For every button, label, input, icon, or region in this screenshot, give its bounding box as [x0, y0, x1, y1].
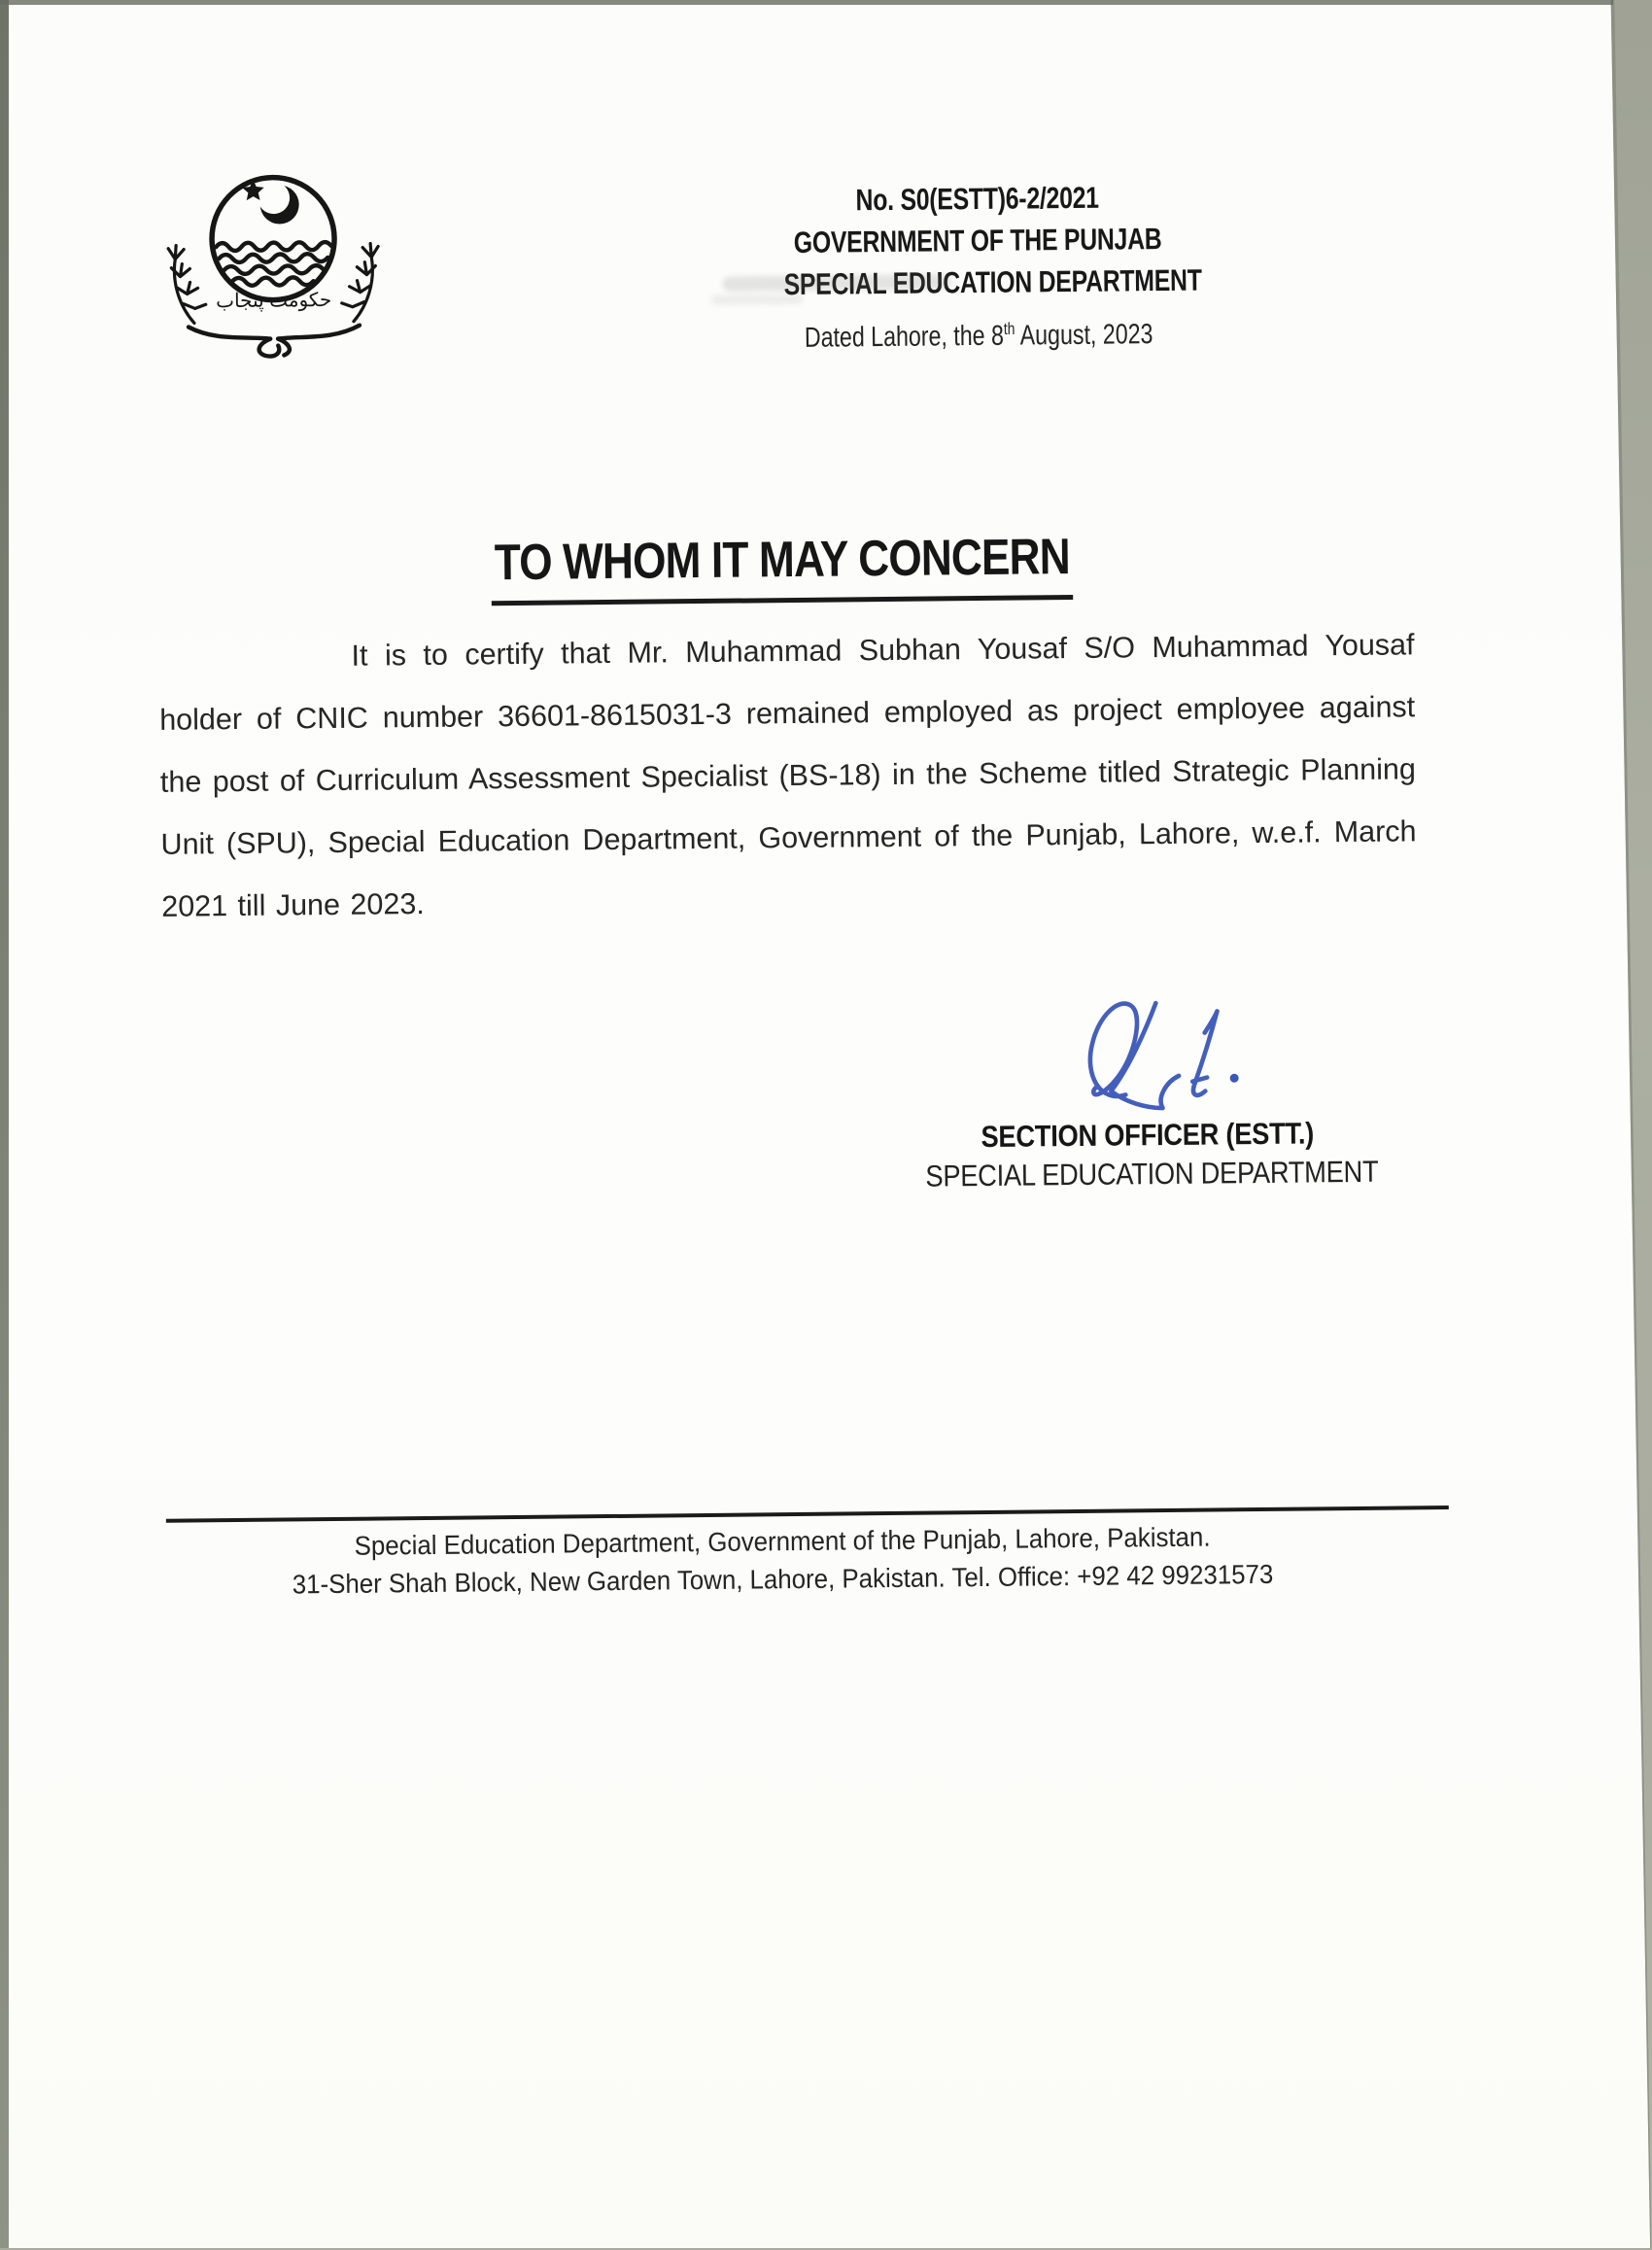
river-waves-icon [216, 242, 331, 286]
date-suffix: August, 2023 [1015, 319, 1153, 352]
date-prefix: Dated Lahore, the 8 [804, 320, 1005, 354]
wheat-stalk-icon [168, 245, 206, 323]
letterhead [782, 176, 1202, 355]
certificate-paragraph: It is to certify that Mr. Muhammad Subhan Yousaf S/O Muhammad Yousaf holder of CNIC number 36601-8615031-3 remained employed as project employee against the post of Curriculum Assessment Specialist (BS-18) in the Scheme titled Strategic Planning Unit (SPU), Special Education Department, Government of the Punjab, Lahore, w.e.f. March 2021 till June 2023. [159, 628, 1417, 923]
scan-bleed-artifact [722, 274, 950, 291]
footer-line-2: 31-Sher Shah Block, New Garden Town, Lahore, Pakistan. Tel. Office: +92 42 99231573 [292, 1558, 1274, 1600]
logo-urdu-text: حکومت پنجاب [216, 289, 332, 313]
document-title [412, 527, 1152, 606]
signatory-department: SPECIAL EDUCATION DEPARTMENT [925, 1154, 1379, 1194]
ribbon-icon [189, 326, 360, 358]
date-line [784, 319, 1173, 355]
footer-line-1: Special Education Department, Government of the Punjab, Lahore, Pakistan. [354, 1521, 1211, 1561]
government-name: GOVERNMENT OF THE PUNJAB [793, 222, 1162, 260]
document-title-text: TO WHOM IT MAY CONCERN [491, 528, 1073, 606]
footer-address [207, 1516, 1359, 1604]
scan-bleed-artifact [711, 294, 804, 305]
signature-dot [1230, 1074, 1239, 1083]
date-ordinal: th [1003, 318, 1015, 339]
scan-edge-top [0, 0, 1613, 5]
punjab-government-emblem-icon [154, 144, 393, 363]
scan-edge-left [0, 0, 9, 2248]
reference-number: No. S0(ESTT)6-2/2021 [855, 180, 1099, 218]
department-name: SPECIAL EDUCATION DEPARTMENT [783, 262, 1202, 302]
signatory-designation: SECTION OFFICER (ESTT.) [981, 1116, 1315, 1155]
signatory-block [925, 1114, 1379, 1196]
handwritten-signature-icon [1049, 980, 1323, 1128]
